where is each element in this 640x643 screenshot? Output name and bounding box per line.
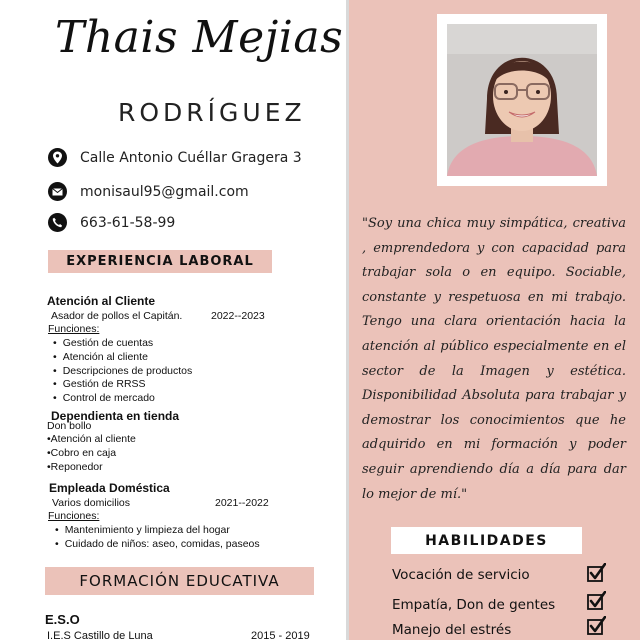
job-task: • Gestión de RRSS bbox=[53, 378, 192, 392]
education-title: E.S.O bbox=[45, 612, 80, 627]
skill-item: Empatía, Don de gentes bbox=[392, 597, 556, 613]
job-employer: Asador de pollos el Capitán. bbox=[51, 310, 183, 322]
job-dates: 2022--2023 bbox=[211, 310, 265, 322]
last-name: RODRÍGUEZ bbox=[118, 98, 306, 127]
job-task-list bbox=[55, 524, 260, 552]
email-text[interactable]: monisaul95@gmail.com bbox=[80, 183, 249, 200]
job-functions-label: Funciones: bbox=[48, 323, 100, 335]
envelope-icon bbox=[48, 182, 67, 201]
job-task: •Atención al cliente bbox=[47, 433, 136, 445]
address-text: Calle Antonio Cuéllar Gragera 3 bbox=[80, 149, 302, 166]
first-name: Thais Mejias bbox=[55, 12, 344, 63]
job-title: Empleada Doméstica bbox=[49, 481, 170, 495]
location-pin-icon bbox=[48, 148, 67, 167]
education-school: I.E.S Castillo de Luna bbox=[47, 630, 153, 642]
checkbox-checked-icon bbox=[586, 616, 606, 636]
job-functions-label: Funciones: bbox=[48, 510, 100, 522]
job-task: • Atención al cliente bbox=[53, 351, 192, 365]
profile-photo bbox=[447, 24, 597, 176]
job-title: Atención al Cliente bbox=[47, 294, 156, 308]
job-task: •Reponedor bbox=[47, 461, 103, 473]
job-employer: Varios domicilios bbox=[52, 497, 130, 509]
education-dates: 2015 - 2019 bbox=[251, 630, 310, 642]
phone-text[interactable]: 663-61-58-99 bbox=[80, 214, 176, 231]
phone-icon bbox=[48, 213, 67, 232]
column-divider bbox=[346, 0, 349, 640]
job-task-list bbox=[53, 337, 192, 406]
job-task: • Gestión de cuentas bbox=[53, 337, 192, 351]
job-task: • Cuidado de niños: aseo, comidas, paseos bbox=[55, 538, 260, 552]
contact-email[interactable] bbox=[48, 182, 249, 201]
profile-quote: "Soy una chica muy simpática, creativa , emprendedora y con capacidad para trabajar sola o en equipo. Sociable, constante y respetuosa en mi trabajo. Tengo una clara orientación hacia la atención al público especialmente en el sector de la Imagen y estética. Disponibilidad Absoluta para trabajar y demostrar los conocimientos que he adquirido en mi formación y poder seguir aprendiendo día a día para dar lo mejor de mí." bbox=[362, 216, 626, 502]
job-employer: Don bollo bbox=[47, 420, 92, 432]
job-title: Dependienta en tienda bbox=[51, 409, 180, 423]
job-task: • Descripciones de productos bbox=[53, 365, 192, 379]
contact-phone[interactable] bbox=[48, 213, 175, 232]
experience-heading: EXPERIENCIA LABORAL bbox=[48, 250, 272, 273]
checkbox-checked-icon bbox=[586, 591, 606, 611]
skills-heading: HABILIDADES bbox=[391, 527, 582, 554]
checkbox-checked-icon bbox=[586, 563, 606, 583]
contact-address bbox=[48, 148, 302, 167]
skill-item: Vocación de servicio bbox=[392, 567, 530, 583]
skill-item: Manejo del estrés bbox=[392, 622, 512, 638]
job-task: • Mantenimiento y limpieza del hogar bbox=[55, 524, 260, 538]
job-dates: 2021--2022 bbox=[215, 497, 269, 509]
job-task: •Cobro en caja bbox=[47, 447, 117, 459]
education-heading: FORMACIÓN EDUCATIVA bbox=[45, 567, 314, 595]
job-task: • Control de mercado bbox=[53, 392, 192, 406]
